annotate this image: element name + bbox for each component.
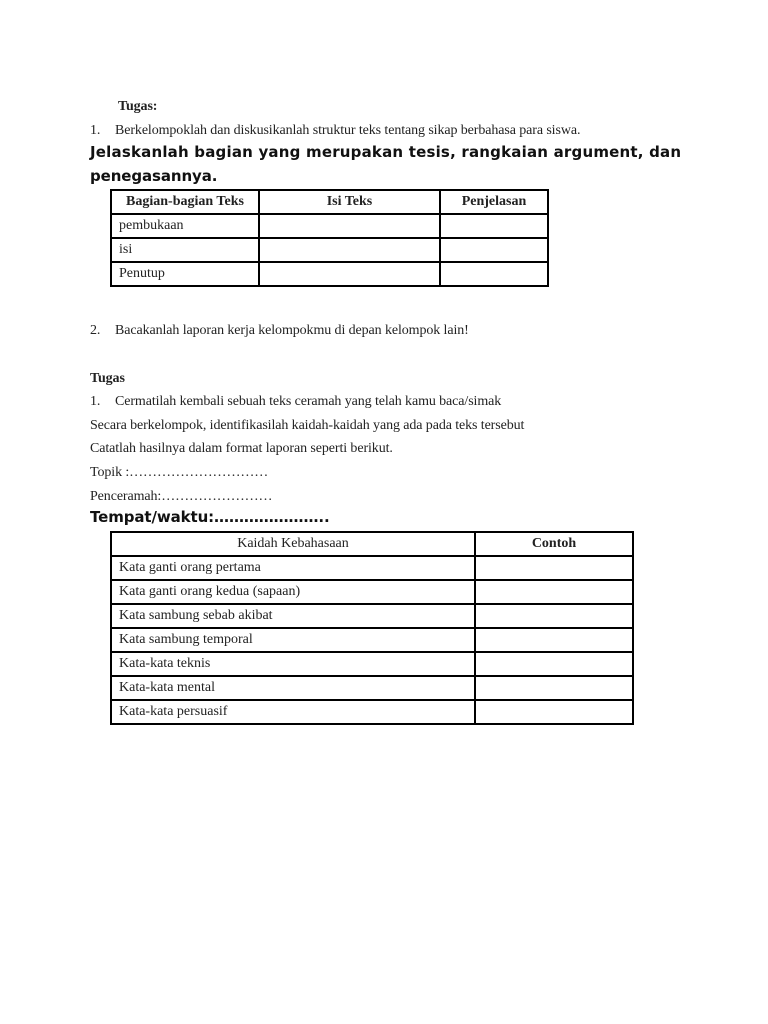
table-row xyxy=(111,700,633,724)
tempat-waktu-field: Tempat/waktu:………………….. xyxy=(90,508,330,526)
table-cell: Kata ganti orang pertama xyxy=(111,556,475,580)
header-cell: Bagian-bagian Teks xyxy=(111,190,259,214)
table-cell xyxy=(475,628,633,652)
table-cell: isi xyxy=(111,238,259,262)
table-row xyxy=(111,214,548,238)
table-row xyxy=(111,238,548,262)
table-header-row xyxy=(111,190,548,214)
item-number: 1. xyxy=(90,394,101,409)
table-row xyxy=(111,628,633,652)
table-row xyxy=(111,676,633,700)
item-text: Cermatilah kembali sebuah teks ceramah yang telah kamu baca/simak xyxy=(115,394,502,409)
table-cell xyxy=(259,238,440,262)
item-text: Bacakanlah laporan kerja kelompokmu di depan kelompok lain! xyxy=(115,323,469,338)
table-cell xyxy=(440,262,548,286)
section2-item1 xyxy=(90,394,501,410)
header-cell: Penjelasan xyxy=(440,190,548,214)
table-row xyxy=(111,580,633,604)
table-header-row xyxy=(111,532,633,556)
table-cell xyxy=(475,604,633,628)
header-cell: Kaidah Kebahasaan xyxy=(111,532,475,556)
table-cell xyxy=(475,676,633,700)
table-cell xyxy=(259,214,440,238)
table-cell: Kata sambung temporal xyxy=(111,628,475,652)
kaidah-table xyxy=(110,531,634,725)
table-row xyxy=(111,262,548,286)
table-cell xyxy=(475,580,633,604)
table-cell xyxy=(440,238,548,262)
table-cell: Kata-kata mental xyxy=(111,676,475,700)
table-cell: Kata ganti orang kedua (sapaan) xyxy=(111,580,475,604)
item-text: Berkelompoklah dan diskusikanlah struktur teks tentang sikap berbahasa para siswa. xyxy=(115,123,581,138)
section2-line-2: Secara berkelompok, identifikasilah kaidah-kaidah yang ada pada teks tersebut xyxy=(90,418,525,433)
table-cell xyxy=(475,556,633,580)
section1-heading: Tugas: xyxy=(118,99,158,114)
table-row xyxy=(111,652,633,676)
instruction-line-2: penegasannya. xyxy=(90,167,218,185)
instruction-line-1: Jelaskanlah bagian yang merupakan tesis, rangkaian argument, dan xyxy=(90,143,682,161)
table-row xyxy=(111,604,633,628)
table-cell xyxy=(475,700,633,724)
item-number: 2. xyxy=(90,323,101,338)
table-cell: Penutup xyxy=(111,262,259,286)
table-row xyxy=(111,556,633,580)
table-cell xyxy=(440,214,548,238)
section1-item1 xyxy=(90,123,580,139)
header-cell: Isi Teks xyxy=(259,190,440,214)
topik-field: Topik :………………………… xyxy=(90,465,269,480)
penceramah-field: Penceramah:…………………… xyxy=(90,489,273,504)
table-cell xyxy=(259,262,440,286)
structure-table xyxy=(110,189,549,287)
table-cell: Kata-kata teknis xyxy=(111,652,475,676)
table-cell: pembukaan xyxy=(111,214,259,238)
section1-item2 xyxy=(90,323,469,339)
table-cell: Kata sambung sebab akibat xyxy=(111,604,475,628)
table-cell xyxy=(475,652,633,676)
table-cell: Kata-kata persuasif xyxy=(111,700,475,724)
section2-line-3: Catatlah hasilnya dalam format laporan seperti berikut. xyxy=(90,441,393,456)
header-cell: Contoh xyxy=(475,532,633,556)
item-number: 1. xyxy=(90,123,101,138)
section2-heading: Tugas xyxy=(90,371,125,386)
